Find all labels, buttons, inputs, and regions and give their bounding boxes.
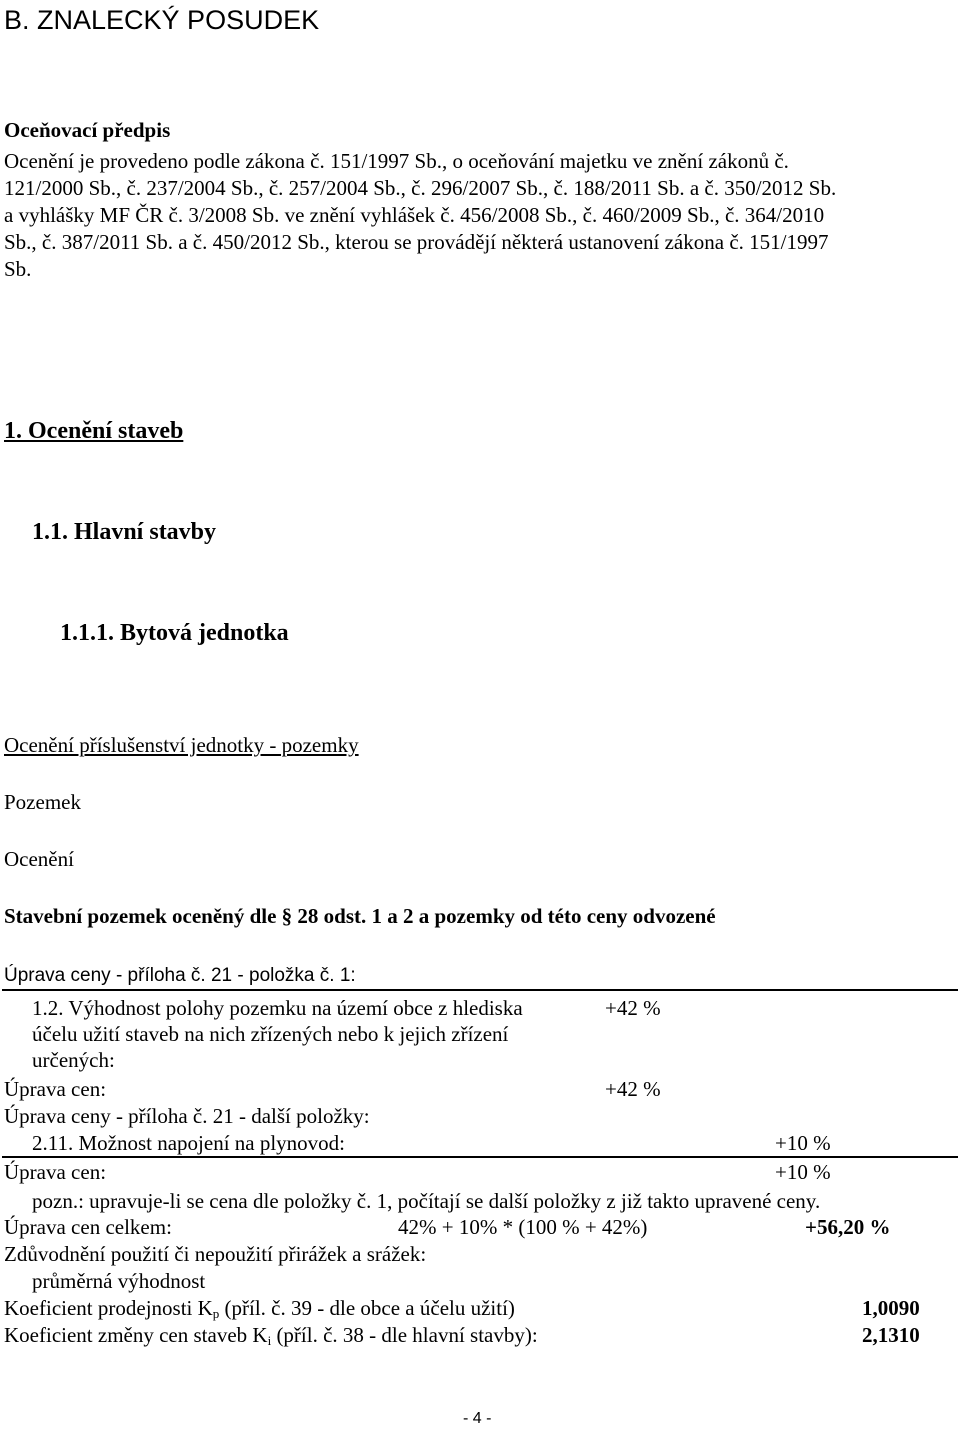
ki-suffix: (příl. č. 38 - dle hlavní stavby): xyxy=(271,1323,538,1347)
predpis-line-1: Ocenění je provedeno podle zákona č. 151/1997 Sb., o oceňování majetku ve znění zákonů č. xyxy=(4,149,789,173)
kp-suffix: (příl. č. 39 - dle obce a účelu užití) xyxy=(219,1296,515,1320)
ki-subscript: i xyxy=(267,1333,272,1348)
item-1-2-line-3: určených: xyxy=(32,1048,115,1072)
oceneni-label: Ocenění xyxy=(4,847,74,871)
predpis-line-4: Sb., č. 387/2011 Sb. a č. 450/2012 Sb., kterou se provádějí některá ustanovení zákona č. 151/1997 xyxy=(4,230,829,254)
section-heading: B. ZNALECKÝ POSUDEK xyxy=(4,5,320,35)
uprava-cen-label-2: Úprava cen: xyxy=(4,1160,107,1184)
item-1-2-line-1: 1.2. Výhodnost polohy pozemku na území obce z hlediska xyxy=(32,996,523,1020)
zduvodneni-label: Zdůvodnění použití či nepoužití přirážek a srážek: xyxy=(4,1242,427,1266)
divider-line xyxy=(2,989,958,991)
item-1-2-line-2: účelu užití staveb na nich zřízených nebo k jejich zřízení xyxy=(32,1022,509,1046)
vyhodnost-text: průměrná výhodnost xyxy=(32,1269,206,1293)
koeficient-zmeny-cen-label xyxy=(4,1322,538,1354)
item-1-2-value: +42 % xyxy=(605,996,661,1020)
item-2-11-value: +10 % xyxy=(775,1131,831,1155)
ki-prefix: Koeficient změny cen staveb K xyxy=(4,1323,268,1347)
oceneni-prislusenstvi-heading: Ocenění příslušenství jednotky - pozemky xyxy=(4,733,359,757)
predpis-line-2: 121/2000 Sb., č. 237/2004 Sb., č. 257/2004 Sb., č. 296/2007 Sb., č. 188/2011 Sb. a č. 350/2012 Sb. xyxy=(4,176,837,200)
uprava-polozka-header: Úprava ceny - příloha č. 21 - položka č. 1: xyxy=(4,965,356,986)
koeficient-zmeny-cen-value: 2,1310 xyxy=(862,1323,920,1347)
kp-prefix: Koeficient prodejnosti K xyxy=(4,1296,213,1320)
poznamka: pozn.: upravuje-li se cena dle položky č. 1, počítají se další položky z již takto upravené ceny. xyxy=(32,1189,821,1213)
uprava-cen-label: Úprava cen: xyxy=(4,1077,107,1101)
kp-subscript: p xyxy=(212,1306,220,1321)
pozemek-label: Pozemek xyxy=(4,790,81,814)
uprava-cen-value-2: +10 % xyxy=(775,1160,831,1184)
predpis-title: Oceňovací předpis xyxy=(4,118,171,142)
predpis-line-5: Sb. xyxy=(4,257,32,281)
divider-line xyxy=(2,1156,958,1158)
item-2-11-label: 2.11. Možnost napojení na plynovod: xyxy=(32,1131,346,1155)
predpis-line-3: a vyhlášky MF ČR č. 3/2008 Sb. ve znění vyhlášek č. 456/2008 Sb., č. 460/2009 Sb., č. 364/2010 xyxy=(4,203,825,227)
uprava-cen-celkem-formula: 42% + 10% * (100 % + 42%) xyxy=(398,1215,648,1239)
heading-hlavni-stavby: 1.1. Hlavní stavby xyxy=(32,519,217,545)
heading-oceneni-staveb: 1. Ocenění staveb xyxy=(4,418,184,444)
dalsi-polozky-header: Úprava ceny - příloha č. 21 - další položky: xyxy=(4,1104,370,1128)
stavebni-pozemek-heading: Stavební pozemek oceněný dle § 28 odst. 1 a 2 a pozemky od této ceny odvozené xyxy=(4,904,716,928)
uprava-cen-celkem-value: +56,20 % xyxy=(805,1215,891,1239)
uprava-cen-value: +42 % xyxy=(605,1077,661,1101)
uprava-cen-celkem-label: Úprava cen celkem: xyxy=(4,1215,172,1239)
page-number: - 4 - xyxy=(463,1410,492,1427)
koeficient-prodejnosti-value: 1,0090 xyxy=(862,1296,920,1320)
heading-bytova-jednotka: 1.1.1. Bytová jednotka xyxy=(60,620,289,646)
